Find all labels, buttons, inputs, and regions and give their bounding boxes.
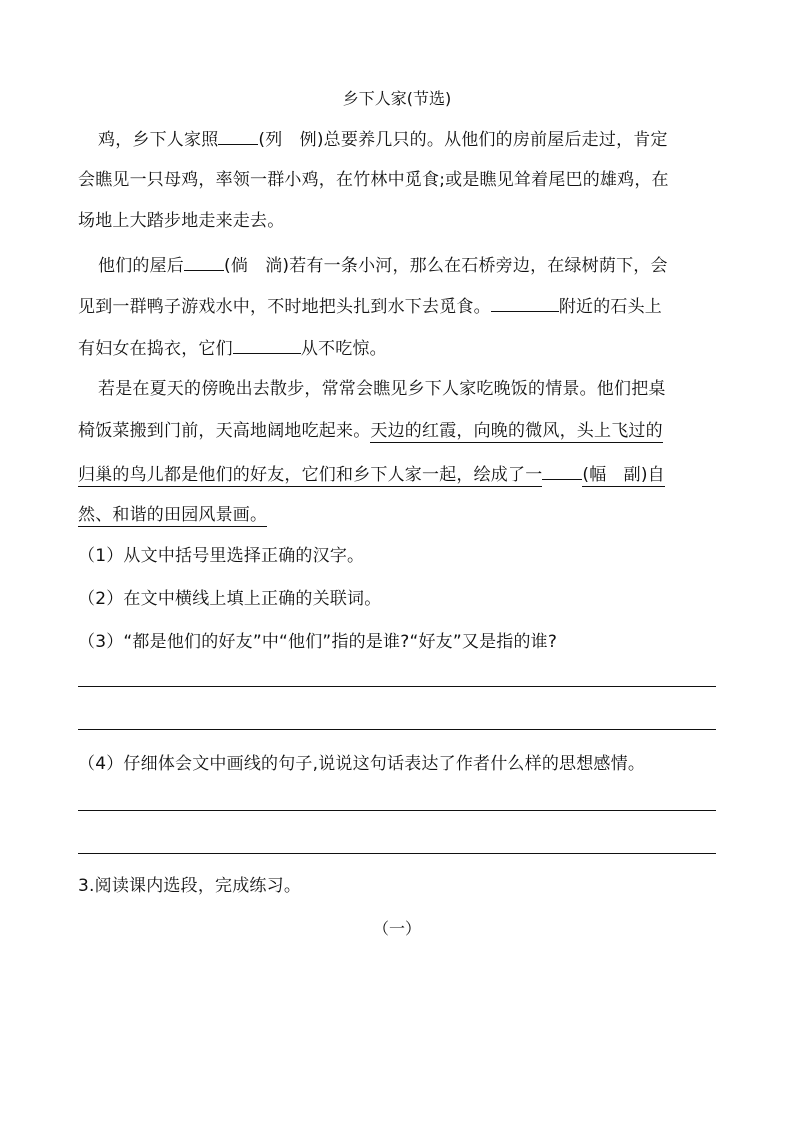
text: (列 例)总要养几只的。从他们的房前屋后走过，肯定 <box>258 130 668 150</box>
paragraph-2-line-2 <box>78 293 718 319</box>
paragraph-1-line-1 <box>78 126 738 152</box>
answer-line-q3-1[interactable] <box>78 686 716 687</box>
paragraph-3-line-4 <box>78 503 718 527</box>
underlined-sentence: 归巢的鸟儿都是他们的好友，它们和乡下人家一起，绘成了一 <box>78 465 543 485</box>
text: 椅饭菜搬到门前，天高地阔地吃起来。 <box>78 421 371 441</box>
answer-line-q3-2[interactable] <box>78 729 716 730</box>
paragraph-3-line-3 <box>78 461 718 487</box>
text: 见到一群鸭子游戏水中，不时地把头扎到水下去觅食。 <box>78 297 491 317</box>
question-1: （1）从文中括号里选择正确的汉字。 <box>78 546 365 566</box>
text: 有妇女在捣衣，它们 <box>78 339 233 359</box>
paragraph-3-line-1: 若是在夏天的傍晚出去散步，常常会瞧见乡下人家吃晚饭的情景。他们把桌 <box>98 379 666 399</box>
fill-blank-3[interactable] <box>491 293 559 312</box>
underlined-sentence: 然、和谐的田园风景画。 <box>78 505 268 525</box>
subheading: （一） <box>372 919 421 938</box>
underlined-sentence: 天边的红霞，向晚的微风，头上飞过的 <box>370 421 663 441</box>
paragraph-2-line-3 <box>78 335 718 361</box>
text: 他们的屋后 <box>98 256 184 276</box>
section-3-heading: 3.阅读课内选段，完成练习。 <box>78 876 302 896</box>
paragraph-3-line-2 <box>78 419 718 443</box>
fill-blank-2[interactable] <box>184 252 224 271</box>
paragraph-2-line-1 <box>78 252 738 278</box>
paragraph-1-line-2: 会瞧见一只母鸡，率领一群小鸡，在竹林中觅食;或是瞧见耸着尾巴的雄鸡，在 <box>78 170 669 190</box>
fill-blank-5[interactable] <box>542 461 582 480</box>
text: (倘 淌)若有一条小河，那么在石桥旁边，在绿树荫下，会 <box>224 256 668 276</box>
underlined-sentence: (幅 副)自 <box>582 465 665 485</box>
fill-blank-4[interactable] <box>233 335 301 354</box>
answer-line-q4-1[interactable] <box>78 810 716 811</box>
text: 附近的石头上 <box>558 297 663 317</box>
passage-title: 乡下人家(节选) <box>342 89 452 108</box>
text: 鸡，乡下人家照 <box>98 130 219 150</box>
question-3: （3）“都是他们的好友”中“他们”指的是谁?“好友”又是指的谁? <box>78 632 558 652</box>
answer-line-q4-2[interactable] <box>78 853 716 854</box>
fill-blank-1[interactable] <box>218 126 258 145</box>
text: 从不吃惊。 <box>300 339 387 359</box>
question-4: （4）仔细体会文中画线的句子,说说这句话表达了作者什么样的思想感情。 <box>78 754 646 774</box>
question-2: （2）在文中横线上填上正确的关联词。 <box>78 589 382 609</box>
paragraph-1-line-3: 场地上大踏步地走来走去。 <box>78 211 285 231</box>
